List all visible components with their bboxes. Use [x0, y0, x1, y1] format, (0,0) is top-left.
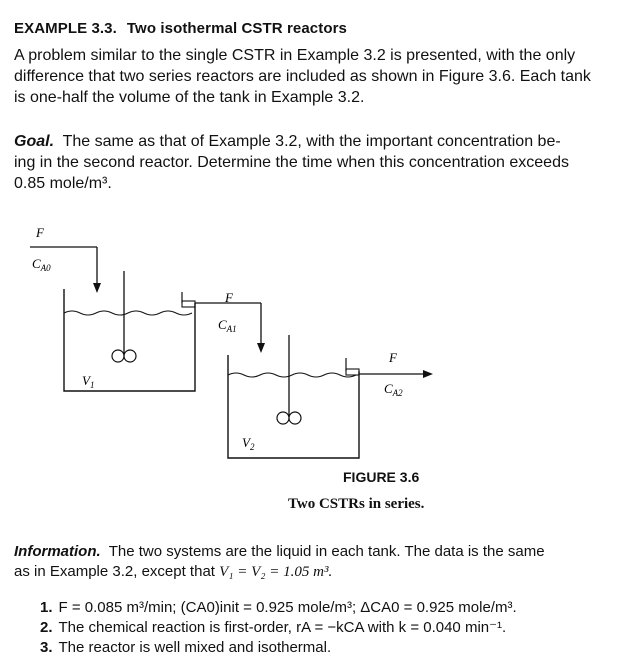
intro-line: difference that two series reactors are included as shown in Figure 3.6. Each tank — [14, 68, 591, 85]
goal-line: 0.85 mole/m³. — [14, 175, 112, 192]
tank-1-liquid-level — [64, 311, 192, 315]
volume-equation: V₁ = V₂ = 1.05 m³. — [219, 564, 333, 580]
two-cstr-diagram — [0, 215, 628, 465]
stirrer-1-blade — [112, 350, 124, 362]
stirrer-2-blade — [289, 412, 301, 424]
example-label: EXAMPLE 3.3. — [14, 20, 117, 37]
goal-line — [14, 131, 620, 152]
intro-paragraph — [14, 45, 620, 108]
goal-label: Goal. — [14, 133, 55, 150]
tank-2-volume-label: $V_2$ — [242, 435, 255, 452]
tank-2-liquid-level — [228, 373, 356, 377]
transfer-arrow — [257, 343, 265, 353]
outlet-arrow — [423, 370, 433, 378]
information-paragraph — [14, 542, 620, 582]
goal-paragraph — [14, 131, 620, 194]
list-item-text: The chemical reaction is first-order, rA = −kCA with k = 0.040 min⁻¹. — [58, 619, 507, 636]
outlet-flow-label: F — [389, 350, 397, 365]
inlet-conc-label: $C_{A0}$ — [32, 256, 51, 273]
information-line: as in Example 3.2, except that V₁ = V₂ = 1.05 m³. — [14, 563, 333, 580]
list-item — [40, 638, 517, 658]
inlet-flow-label: F — [36, 225, 44, 240]
overflow-2-box — [346, 369, 359, 375]
stirrer-2-blade — [277, 412, 289, 424]
list-item-number: 2. — [40, 619, 53, 636]
inlet-arrow — [93, 283, 101, 293]
list-item-number: 1. — [40, 599, 53, 616]
overflow-1-box — [182, 301, 195, 307]
example-heading — [14, 20, 347, 37]
intro-line: is one-half the volume of the tank in Example 3.2. — [14, 89, 365, 106]
figure-caption: Two CSTRs in series. — [288, 496, 425, 512]
information-text: The two systems are the liquid in each tank. The data is the same — [108, 543, 545, 560]
intro-line: A problem similar to the single CSTR in Example 3.2 is presented, with the only — [14, 47, 576, 64]
mid-flow-label: F — [225, 290, 233, 305]
list-item-number: 3. — [40, 639, 53, 656]
figure-number: FIGURE 3.6 — [343, 469, 420, 485]
list-item — [40, 618, 517, 638]
goal-line: ing in the second reactor. Determine the time when this concentration exceeds — [14, 154, 569, 171]
tank-1-volume-label: $V_1$ — [82, 373, 95, 390]
information-list — [40, 598, 517, 658]
mid-conc-label: $C_{A1}$ — [218, 317, 237, 334]
outlet-conc-label: $C_{A2}$ — [384, 381, 403, 398]
goal-text: The same as that of Example 3.2, with the important concentration be- — [62, 133, 561, 150]
list-item-text: F = 0.085 m³/min; (CA0)init = 0.925 mole/m³; ΔCA0 = 0.925 mole/m³. — [58, 599, 517, 616]
example-title: Two isothermal CSTR reactors — [126, 20, 347, 37]
stirrer-1-blade — [124, 350, 136, 362]
list-item — [40, 598, 517, 618]
information-label: Information. — [14, 543, 101, 560]
information-line — [14, 542, 620, 562]
list-item-text: The reactor is well mixed and isothermal. — [58, 639, 332, 656]
